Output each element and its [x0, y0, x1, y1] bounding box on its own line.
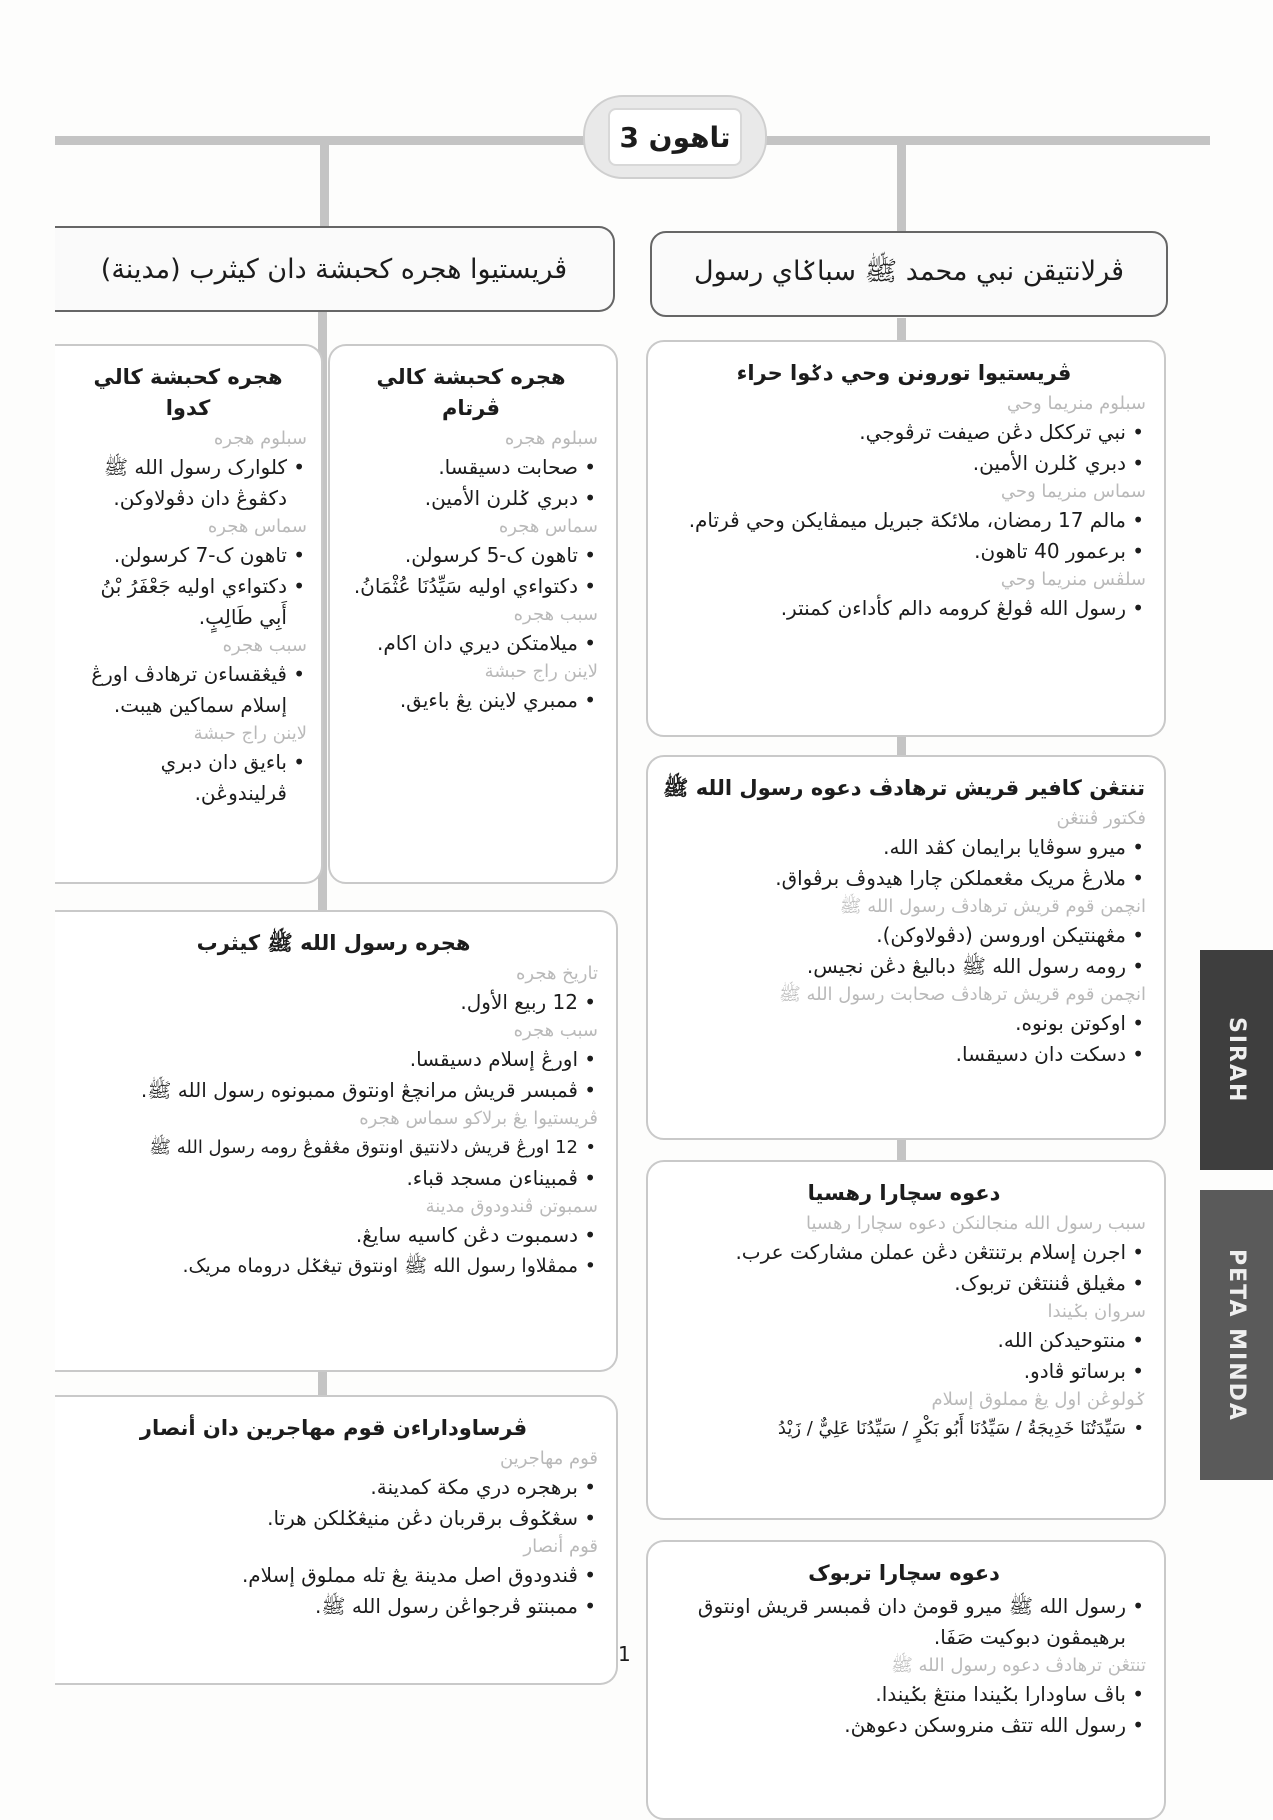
box-rahsia-sub-1: سبب رسول الله منجالنكن دعوه سچارا رهسيا: [805, 1213, 1146, 1234]
list-item: • رسول الله ڤولڠ کرومه دالم كأداءن كمنتر.: [662, 593, 1146, 624]
box-habsyah-2-sub-4: لاينن راج حبشة: [193, 723, 307, 744]
list-item: • تاهون ک-7 کرسولن.: [69, 540, 307, 571]
list-item: • ممڤلاوا رسول الله ﷺ اونتوق تيڠݢل دروماه مريک.: [69, 1251, 598, 1282]
box-habsyah-2-sub-3: سبب هجره: [222, 635, 307, 656]
right-header: ڤرلانتيقن نبي محمد ﷺ سباݢاي رسول: [650, 231, 1168, 317]
year-title: تاهون 3: [608, 108, 742, 166]
box-persaudaraan-sub-2: قوم أنصار: [523, 1536, 598, 1557]
list-item: • مالم 17 رمضان، ملائكة جبريل ميمڤايكن وحي ڤرتام.: [662, 505, 1146, 536]
list-item: • دسكت دان دسيقسا.: [662, 1039, 1146, 1070]
side-tab-peta-minda: PETA MINDA: [1200, 1190, 1273, 1480]
list-item: • برعمور 40 تاهون.: [662, 536, 1146, 567]
box-habsyah-1-sub-4: لاينن راج حبشة: [484, 661, 598, 682]
list-item: • اوكوتن بونوه.: [662, 1008, 1146, 1039]
list-item: • رومه رسول الله ﷺ دباليڠ دڠن نجيس.: [662, 951, 1146, 982]
box-persaudaraan-sub-1: قوم مهاجرين: [500, 1448, 598, 1469]
list-item: • ڤيڠقساءن ترهادڤ اورڠ إسلام سماكين هيبت.: [69, 659, 307, 721]
list-item: • مڠهنتيكن اوروسن (دڤولاوكن).: [662, 920, 1146, 951]
list-item: • منتوحيدكن الله.: [662, 1325, 1146, 1356]
box-terbuka-title: دعوه سچارا تربوک: [808, 1561, 1000, 1585]
page-number: 1: [618, 1642, 631, 1666]
box-rahsia-title: دعوه سچارا رهسيا: [807, 1181, 1001, 1205]
list-item: • ممبري لاينن يڠ باءيق.: [344, 685, 598, 716]
box-tentangan-title: تنتڠن كافير قريش ترهادڤ دعوه رسول الله ﷺ: [663, 776, 1145, 800]
box-terbuka: [646, 1540, 1166, 1820]
box-habsyah-1-title: هجره كحبشة كالي ڤرتام: [376, 365, 566, 420]
box-yathrib-sub-3: ڤريستيوا يڠ برلاكو سماس هجره: [359, 1108, 598, 1129]
list-item: • 12 ربيع الأول.: [69, 987, 598, 1018]
list-item: • اجرن إسلام برتنتڠن دڠن عملن مشاركت عرب.: [662, 1237, 1146, 1268]
box-tentangan-sub-1: فكتور ڤنتڠن: [1056, 808, 1146, 829]
box-tentangan-sub-3: انچمن قوم قريش ترهادڤ صحابت رسول الله ﷺ: [779, 984, 1146, 1005]
left-header: ڤريستيوا هجره كحبشة دان كيثرب (مدينة): [55, 226, 615, 312]
box-habsyah-2-sub-1: سبلوم هجره: [213, 428, 307, 449]
list-item: • دبري ݢلرن الأمين.: [344, 483, 598, 514]
list-item: • نبي ترككل دڠن صيفت ترڤوجي.: [662, 417, 1146, 448]
box-rahsia-sub-3: ݢولوڠن اول يڠ مملوق إسلام: [931, 1389, 1146, 1410]
box-rahsia: [646, 1160, 1166, 1520]
box-persaudaraan: [55, 1395, 618, 1685]
list-item: • برساتو ڤادو.: [662, 1356, 1146, 1387]
box-terbuka-sub-2: تنتڠن ترهادڤ دعوه رسول الله ﷺ: [891, 1655, 1146, 1676]
box-tentangan-sub-2: انچمن قوم قريش ترهادڤ رسول الله ﷺ: [839, 896, 1146, 917]
list-item: • دكتواءي اوليه جَعْفَرُ بْنُ أَبِي طَالِبٍ.: [69, 571, 307, 633]
box-wahyu: [646, 340, 1166, 737]
list-item: • کلوارک رسول الله ﷺ دكڤوڠ دان دڤولاوكن.: [69, 452, 307, 514]
box-yathrib-sub-4: سمبوتن ڤندودوق مدينة: [425, 1196, 598, 1217]
list-item: • ڤمبسر قريش مرانچڠ اونتوق ممبونوه رسول الله ﷺ.: [69, 1075, 598, 1106]
list-item: • 12 اورڠ قريش دلانتيق اونتوق مڠڤوڠ رومه رسول الله ﷺ: [69, 1132, 598, 1163]
box-yathrib-sub-2: سبب هجره: [513, 1020, 598, 1041]
connector-right-header: [897, 140, 906, 232]
side-tab-sirah: SIRAH: [1200, 950, 1273, 1170]
list-item: • ڤندودوق اصل مدينة يڠ تله مملوق إسلام.: [69, 1560, 598, 1591]
box-yathrib-sub-1: تاريخ هجره: [515, 963, 598, 984]
box-habsyah-2-title: هجره كحبشة كالي كدوا: [93, 365, 283, 420]
box-yathrib-title: هجره رسول الله ﷺ كيثرب: [196, 931, 471, 955]
box-wahyu-sub-3: سلڤس منريما وحي: [1000, 569, 1146, 590]
box-yathrib: [55, 910, 618, 1372]
box-habsyah-1-sub-3: سبب هجره: [513, 604, 598, 625]
list-item: • تاهون ک-5 کرسولن.: [344, 540, 598, 571]
list-item: • سَيِّدَتُنَا خَدِيجَةُ / سَيِّدُنَا أَبُو بَكْرٍ / سَيِّدُنَا عَلِيٌّ / زَيْدُ: [662, 1413, 1146, 1444]
list-item: • ميلامتكن ديري دان اكام.: [344, 628, 598, 659]
list-item: • دسمبوت دڠن كاسيه سايڠ.: [69, 1220, 598, 1251]
list-item: • ڤمبيناءن مسجد قباء.: [69, 1163, 598, 1194]
box-wahyu-title: ڤريستيوا تورونن وحي دݢوا حراء: [736, 361, 1072, 385]
list-item: • ميرو سوڤايا برايمان كڤد الله.: [662, 832, 1146, 863]
list-item: • دكتواءي اوليه سَيِّدُنَا عُثْمَانُ.: [344, 571, 598, 602]
box-wahyu-sub-2: سماس منريما وحي: [1000, 481, 1146, 502]
list-item: • اورڠ إسلام دسيقسا.: [69, 1044, 598, 1075]
list-item: • صحابت دسيقسا.: [344, 452, 598, 483]
list-item: • باڤ ساودارا بݢيندا منتڠ بݢيندا.: [662, 1679, 1146, 1710]
connector-left-header: [320, 140, 329, 228]
list-item: • ملارڠ مريک مڠعملكن چارا هيدوڤ برڤواق.: [662, 863, 1146, 894]
list-item: • دبري ݢلرن الأمين.: [662, 448, 1146, 479]
box-wahyu-sub-1: سبلوم منريما وحي: [1006, 393, 1146, 414]
box-habsyah-2: [55, 344, 323, 884]
box-habsyah-1-sub-1: سبلوم هجره: [504, 428, 598, 449]
box-persaudaraan-title: ڤرساوداراءن قوم مهاجرين دان أنصار: [139, 1416, 528, 1440]
list-item: • رسول الله تتڤ منروسكن دعوهڽ.: [662, 1710, 1146, 1741]
box-tentangan: [646, 755, 1166, 1140]
list-item: • ممبنتو ڤرجواڠن رسول الله ﷺ.: [69, 1591, 598, 1622]
list-item: • باءيق دان دبري ڤرليندوڠن.: [69, 747, 307, 809]
list-item: • برهجره دري مكة كمدينة.: [69, 1472, 598, 1503]
year-hexagon: [583, 95, 767, 179]
box-habsyah-2-sub-2: سماس هجره: [207, 516, 307, 537]
list-item: • سڠݢوڤ برقربان دڠن منيڠݢلكن هرتا.: [69, 1503, 598, 1534]
list-item: • رسول الله ﷺ ميرو قومڽ دان ڤمبسر قريش اونتوق برهيمڤون دبوکيت صَفَا.: [662, 1591, 1146, 1653]
box-rahsia-sub-2: سروان بݢيندا: [1047, 1301, 1146, 1322]
box-habsyah-1: [328, 344, 618, 884]
box-habsyah-1-sub-2: سماس هجره: [498, 516, 598, 537]
list-item: • مڠيلق ڤننتڠن تربوک.: [662, 1268, 1146, 1299]
